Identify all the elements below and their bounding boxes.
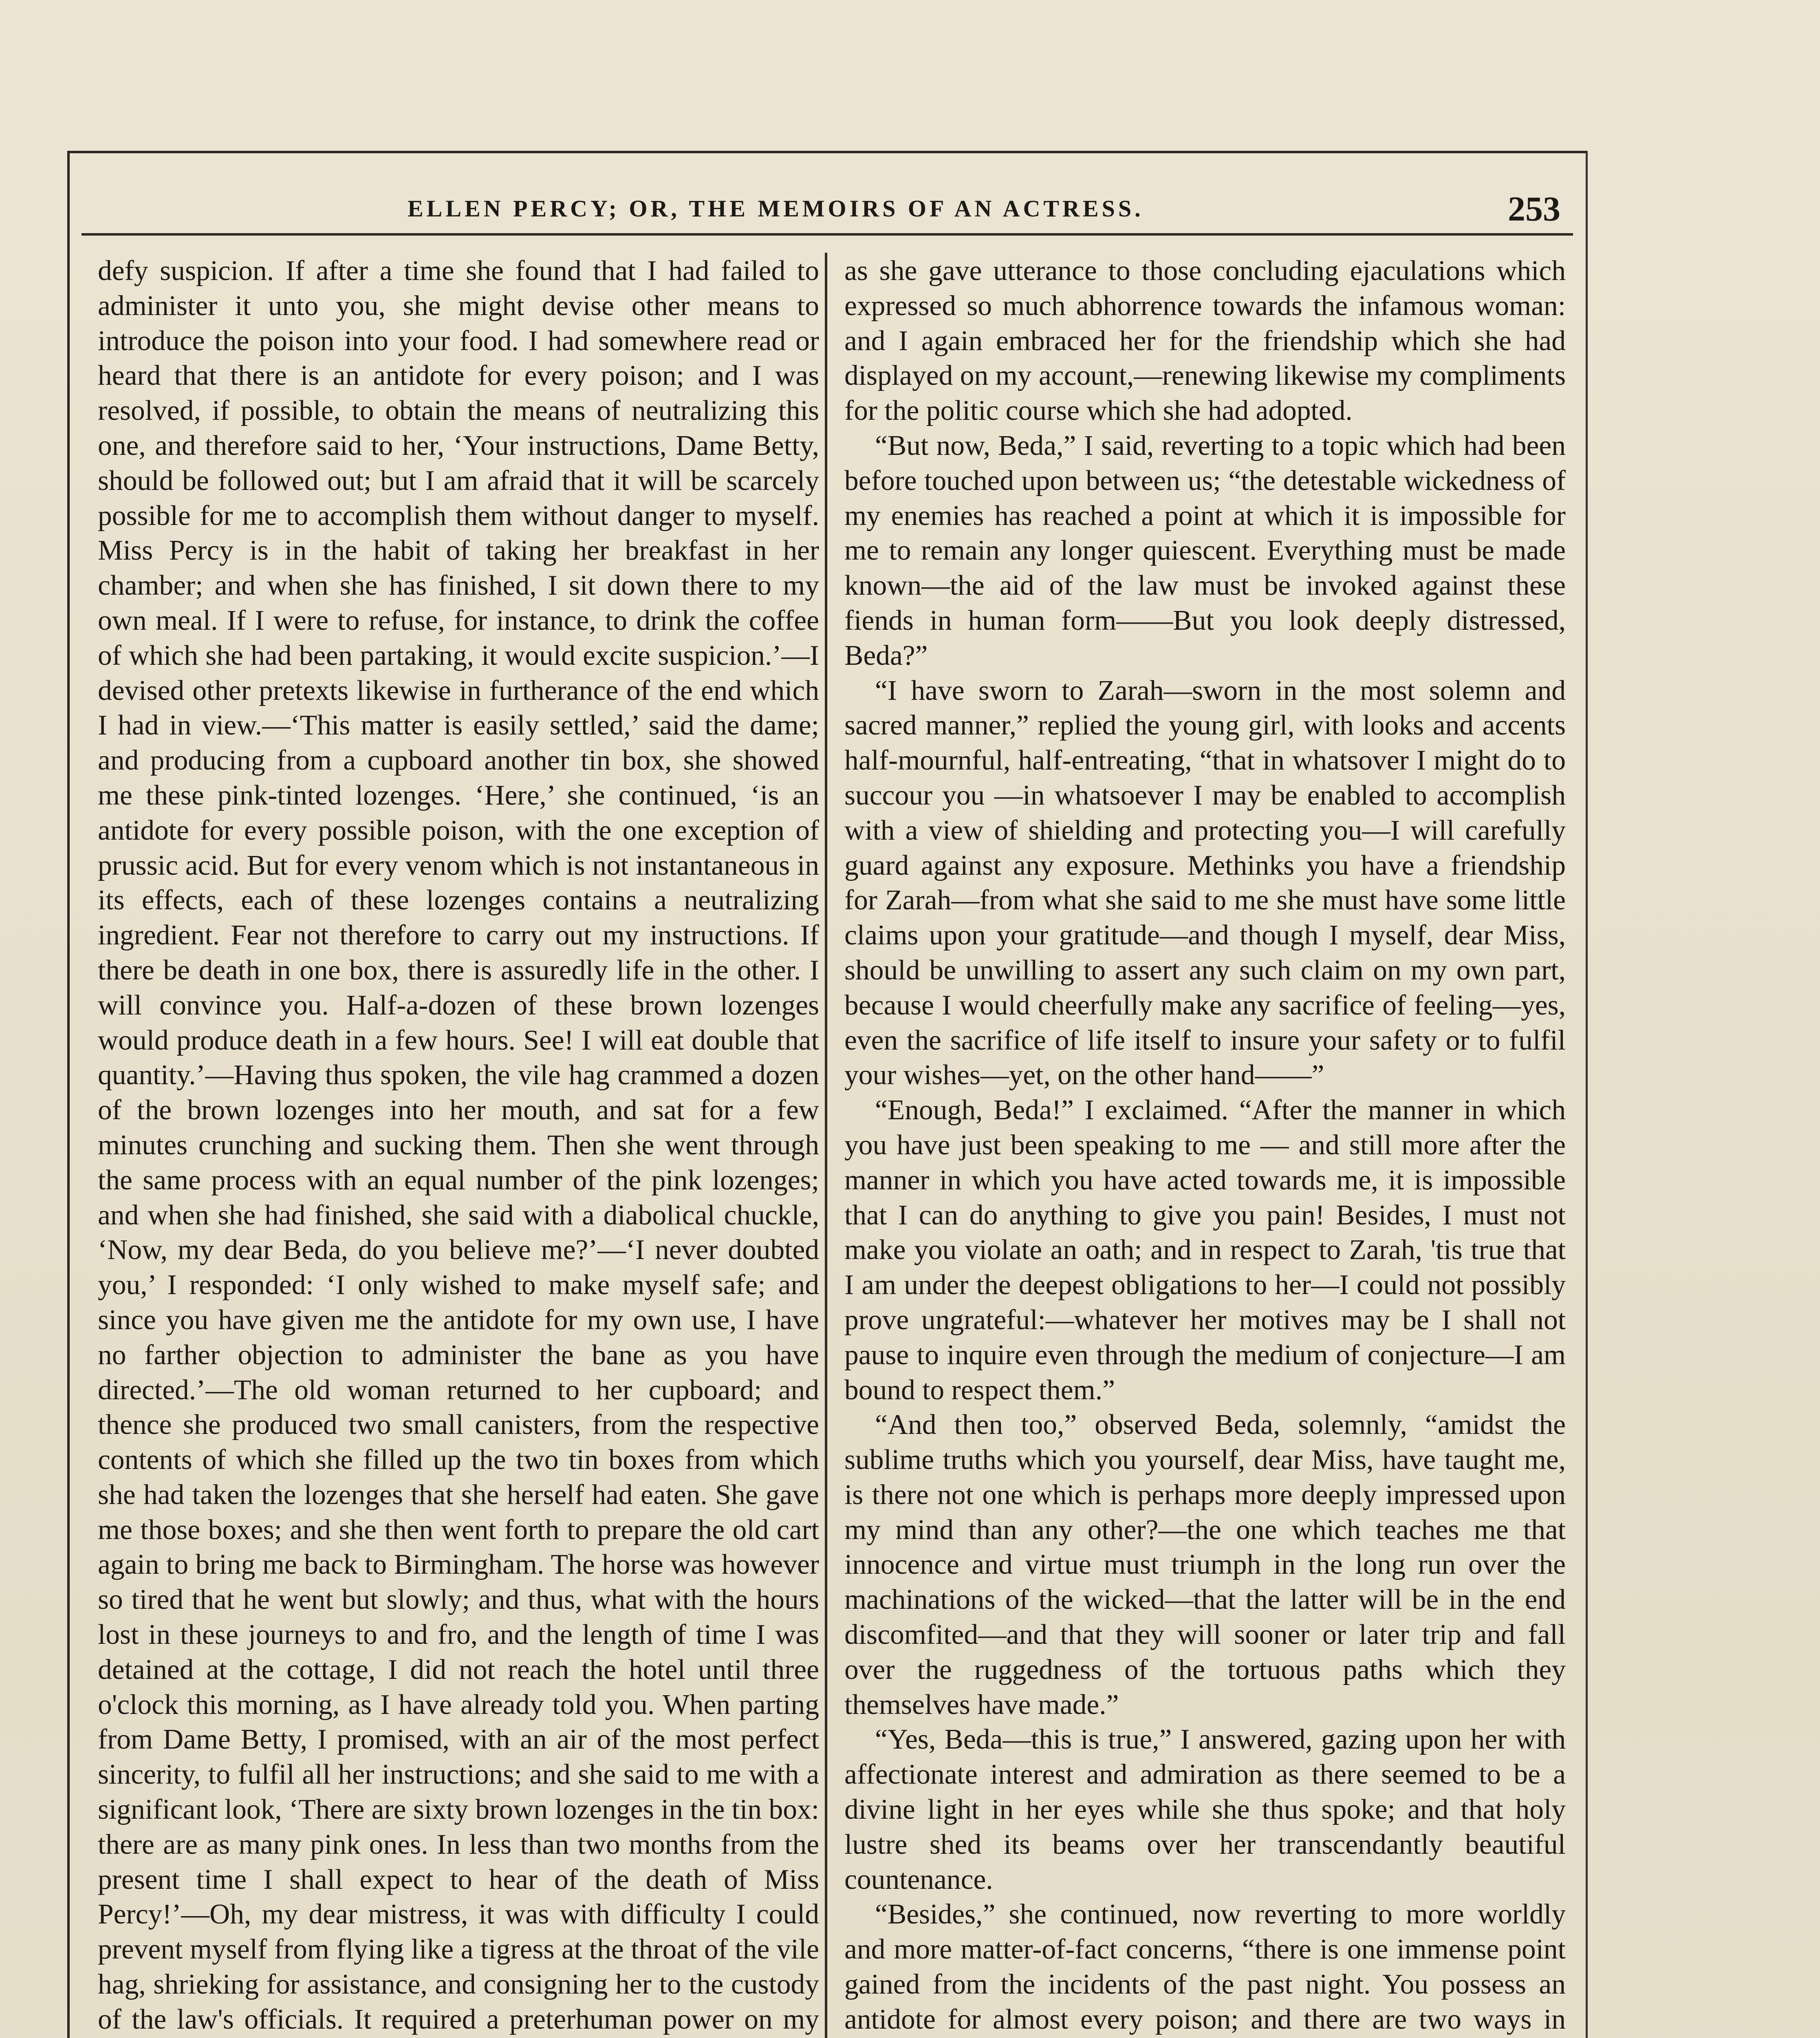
paragraph: as she gave utterance to those concluding ejaculations which expressed so much abhorrence towards the infamous woman: and I again embraced her for the friendship which she had displayed on my account,—renewing likewise my compliments for the politic course which she had adopted.	[844, 255, 1566, 427]
running-title: ELLEN PERCY; OR, THE MEMOIRS OF AN ACTRESS.	[408, 195, 1144, 222]
column-divider	[825, 253, 827, 2038]
paragraph: “Besides,” she continued, now reverting to more worldly and more matter-of-fact concerns, “there is one immense point gained from the incidents of the past night. You possess an antidote for almost every poison; and there are two ways in	[844, 1899, 1566, 2035]
right-column	[844, 254, 1566, 2038]
header-rule	[82, 233, 1573, 236]
paragraph: “Yes, Beda—this is true,” I answered, gazing upon her with affectionate interest and admiration as there seemed to be a divine light in her eyes while she thus spoke; and that holy lustre shed its beams over her transcendantly beautiful countenance.	[844, 1724, 1566, 1895]
page-number: 253	[1508, 189, 1560, 228]
paragraph: “And then too,” observed Beda, solemnly, “amidst the sublime truths which you yourself, dear Miss, have taught me, is there not one which is perhaps more deeply impressed upon my mind than any other?—the one which teaches me that innocence and virtue must triumph in the long run over the machinations of the wicked—that the latter will be in the end discomfited—and that they will sooner or later trip and fall over the ruggedness of the tortuous paths which they themselves have made.”	[844, 1409, 1566, 1720]
left-column	[98, 254, 819, 2038]
paragraph: “I have sworn to Zarah—sworn in the most solemn and sacred manner,” replied the young girl, with looks and accents half-mournful, half-entreating, “that in whatsover I might do to succour you —in whatsoever I may be enabled to accomplish with a view of shielding and protecting you—I will carefully guard against any exposure. Methinks you have a friendship for Zarah—from what she said to me she must have some little claims upon your gratitude—and though I myself, dear Miss, should be unwilling to assert any such claim on my own part, because I would cheerfully make any sacrifice of feeling—yes, even the sacrifice of life itself to insure your safety or to fulfil your wishes—yet, on the other hand——”	[844, 675, 1566, 1091]
paragraph: “But now, Beda,” I said, reverting to a topic which had been before touched upon between us; “the detestable wickedness of my enemies has reached a point at which it is impossible for me to remain any longer quiescent. Everything must be made known—the aid of the law must be invoked against these fiends in human form——But you look deeply distressed, Beda?”	[844, 430, 1566, 671]
paragraph: “Enough, Beda!” I exclaimed. “After the manner in which you have just been speaking to me — and still more after the manner in which you have acted towards me, it is impossible that I can do anything to give you pain! Besides, I must not make you violate an oath; and in respect to Zarah, 'tis true that I am under the deepest obligations to her—I could not possibly prove ungrateful:—whatever her motives may be I shall not pause to inquire even through the medium of conjecture—I am bound to respect them.”	[844, 1094, 1566, 1406]
paragraph: defy suspicion. If after a time she found that I had failed to administer it unto you, she might devise other means to introduce the poison into your food. I had somewhere read or heard that there is an antidote for every poison; and I was resolved, if possible, to obtain the means of neutralizing this one, and therefore said to her, ‘Your instructions, Dame Betty, should be followed out; but I am afraid that it will be scarcely possible for me to accomplish them without danger to myself. Miss Percy is in the habit of taking her breakfast in her chamber; and when she has finished, I sit down there to my own meal. If I were to refuse, for instance, to drink the coffee of which she had been partaking, it would excite suspicion.’—I devised other pretexts likewise in furtherance of the end which I had in view.—‘This matter is easily settled,’ said the dame; and producing from a cupboard another tin box, she showed me these pink-tinted lozenges. ‘Here,’ she continued, ‘is an antidote for every possible poison, with the one exception of prussic acid. But for every venom which is not instantaneous in its effects, each of these lozenges contains a neutralizing ingredient. Fear not therefore to carry out my instructions. If there be death in one box, there is assuredly life in the other. I will convince you. Half-a-dozen of these brown lozenges would produce death in a few hours. See! I will eat double that quantity.’—Having thus spoken, the vile hag crammed a dozen of the brown lozenges into her mouth, and sat for a few minutes crunching and sucking them. Then she went through the same process with an equal number of the pink lozenges; and when she had finished, she said with a diabolical chuckle, ‘Now, my dear Beda, do you believe me?’—‘I never doubted you,’ I responded: ‘I only wished to make myself safe; and since you have given me the antidote for my own use, I have no farther objection to administer the bane as you have directed.’—The old woman returned to her cupboard; and thence she produced two small canisters, from the respective contents of which she filled up the two tin boxes from which she had taken the lozenges that she herself had eaten. She gave me those boxes; and she then went forth to prepare the old cart again to bring me back to Birmingham. The horse was however so tired that he went but slowly; and thus, what with the hours lost in these journeys to and fro, and the length of time I was detained at the cottage, I did not reach the hotel until three o'clock this morning, as I have already told you. When parting from Dame Betty, I promised, with an air of the most perfect sincerity, to fulfil all her instructions; and she said to me with a significant look, ‘There are sixty brown lozenges in the tin box: there are as many pink ones. In less than two months from the present time I shall expect to hear of the death of Miss Percy!’—Oh, my dear mistress, it was with difficulty I could prevent myself from flying like a tigress at the throat of the vile hag, shrieking for assistance, and consigning her to the custody of the law's officials. It required a preterhuman power on my	[98, 255, 819, 2035]
